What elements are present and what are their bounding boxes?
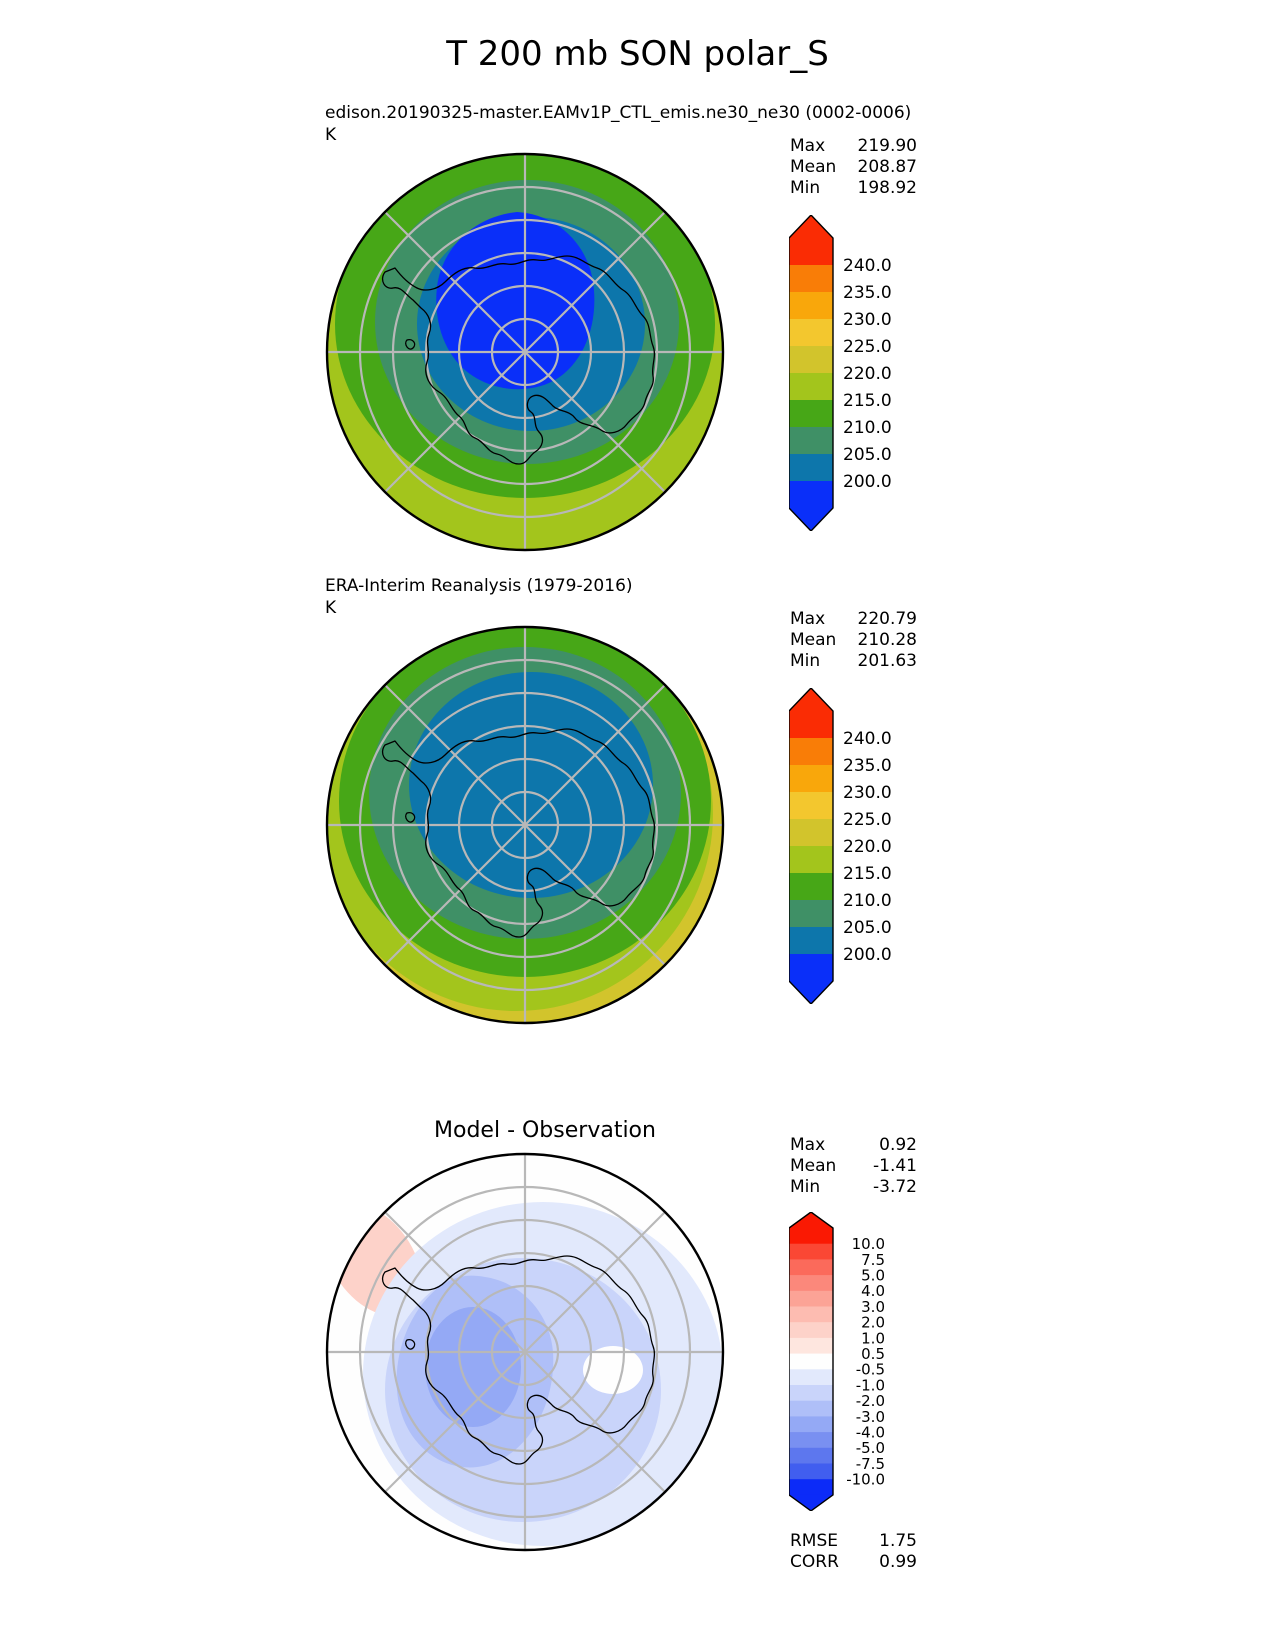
colorbar-top-arrow xyxy=(789,688,833,711)
stat-label: Min xyxy=(790,651,821,671)
colorbar-segment xyxy=(789,373,833,401)
colorbar-segment xyxy=(789,1228,833,1244)
stat-value: 219.90 xyxy=(857,136,917,156)
panel-model-units-label: K xyxy=(325,125,337,145)
stat-row xyxy=(790,178,917,199)
stat-label: Max xyxy=(790,609,826,629)
stat-value: 0.99 xyxy=(879,1552,917,1572)
stat-value: -3.72 xyxy=(873,1177,917,1197)
colorbar-tick-label: -2.0 xyxy=(855,1392,885,1411)
colorbar-tick-label: 235.0 xyxy=(843,756,892,777)
colorbar-segment xyxy=(789,1291,833,1307)
colorbar-segment xyxy=(789,238,833,266)
stat-row xyxy=(790,1531,917,1552)
colorbar-tick-label: -7.5 xyxy=(855,1454,885,1473)
colorbar-tick-label: 7.5 xyxy=(861,1250,885,1269)
stat-label: Mean xyxy=(790,630,837,650)
colorbar-tick-label: 235.0 xyxy=(843,283,892,304)
colorbar-segment xyxy=(789,765,833,793)
map-difference xyxy=(325,1152,725,1552)
colorbar-tick-label: 5.0 xyxy=(861,1266,885,1285)
colorbar-bottom-arrow xyxy=(789,981,833,1004)
colorbar-segment xyxy=(789,873,833,901)
colorbar-tick-label: 230.0 xyxy=(843,310,892,331)
colorbar-tick-label: 1.0 xyxy=(861,1329,885,1348)
colorbar-segment xyxy=(789,1464,833,1480)
colorbar-tick-label: -0.5 xyxy=(855,1360,885,1379)
colorbar-segment xyxy=(789,1259,833,1275)
colorbar-segment xyxy=(789,738,833,766)
panel-obs-units-label: K xyxy=(325,598,337,618)
colorbar-tick-label: 10.0 xyxy=(851,1235,885,1254)
colorbar-segment xyxy=(789,427,833,455)
stat-label: Min xyxy=(790,178,821,198)
colorbar-tick-label: 240.0 xyxy=(843,256,892,277)
colorbar-segment xyxy=(789,481,833,509)
colorbar-segment xyxy=(789,265,833,293)
colorbar-tick-label: 200.0 xyxy=(843,472,892,493)
stat-value: 208.87 xyxy=(857,157,917,177)
stat-row xyxy=(790,609,917,630)
stat-value: 210.28 xyxy=(857,630,917,650)
colorbar-segment xyxy=(789,1354,833,1370)
colorbar-segment xyxy=(789,819,833,847)
figure-title: T 200 mb SON polar_S xyxy=(446,34,829,74)
colorbar-tick-label: 205.0 xyxy=(843,918,892,939)
colorbar-segment xyxy=(789,1385,833,1401)
colorbar-segment xyxy=(789,346,833,374)
colorbar-segment xyxy=(789,954,833,982)
colorbar-segment xyxy=(789,1432,833,1448)
stat-label: Mean xyxy=(790,157,837,177)
colorbar-segment xyxy=(789,292,833,320)
stat-label: Mean xyxy=(790,1156,837,1176)
stat-label: Min xyxy=(790,1177,821,1197)
colorbar-bottom-arrow xyxy=(789,1495,833,1511)
stat-row xyxy=(790,1135,917,1156)
stat-value: 220.79 xyxy=(857,609,917,629)
panel-model-dataset-title: edison.20190325-master.EAMv1P_CTL_emis.ne30_ne30 (0002-0006) xyxy=(325,103,912,123)
stat-label: Max xyxy=(790,136,826,156)
colorbar-segment xyxy=(789,1401,833,1417)
stat-row xyxy=(790,136,917,157)
colorbar-tick-label: 210.0 xyxy=(843,418,892,439)
stat-value: 1.75 xyxy=(879,1531,917,1551)
colorbar-segment xyxy=(789,1369,833,1385)
stat-row xyxy=(790,1552,917,1573)
colorbar-tick-label: 225.0 xyxy=(843,810,892,831)
stat-row xyxy=(790,1156,917,1177)
stat-label: RMSE xyxy=(790,1531,839,1551)
stat-value: 201.63 xyxy=(857,651,917,671)
colorbar-tick-label: 225.0 xyxy=(843,337,892,358)
colorbar-tick-label: -4.0 xyxy=(855,1423,885,1442)
colorbar-tick-label: 2.0 xyxy=(861,1313,885,1332)
stat-row xyxy=(790,630,917,651)
map-model xyxy=(325,152,725,552)
colorbar-tick-label: 215.0 xyxy=(843,391,892,412)
stat-row xyxy=(790,157,917,178)
colorbar-model xyxy=(789,215,919,531)
colorbar-segment xyxy=(789,792,833,820)
colorbar-segment xyxy=(789,454,833,482)
colorbar-tick-label: 0.5 xyxy=(861,1345,885,1363)
colorbar-segment xyxy=(789,1322,833,1338)
colorbar-segment xyxy=(789,1416,833,1432)
stat-label: CORR xyxy=(790,1552,839,1572)
panel-obs-stats xyxy=(790,609,917,672)
colorbar-segment xyxy=(789,319,833,347)
stat-row xyxy=(790,651,917,672)
colorbar-tick-label: 230.0 xyxy=(843,783,892,804)
colorbar-segment xyxy=(789,927,833,955)
colorbar-segment xyxy=(789,400,833,428)
panel-diff-stats xyxy=(790,1135,917,1198)
panel-model-stats xyxy=(790,136,917,199)
colorbar-segment xyxy=(789,1448,833,1464)
colorbar-segment xyxy=(789,711,833,739)
colorbar-tick-label: 240.0 xyxy=(843,729,892,750)
colorbar-tick-label: 3.0 xyxy=(861,1297,885,1316)
colorbar-segment xyxy=(789,846,833,874)
colorbar-tick-label: 220.0 xyxy=(843,364,892,385)
colorbar-top-arrow xyxy=(789,1212,833,1228)
colorbar-tick-label: -10.0 xyxy=(846,1470,885,1489)
stat-value: -1.41 xyxy=(873,1156,917,1176)
stat-value: 0.92 xyxy=(879,1135,917,1155)
colorbar-tick-label: 4.0 xyxy=(861,1282,885,1301)
colorbar-segment xyxy=(789,900,833,928)
colorbar-segment xyxy=(789,1275,833,1291)
stat-value: 198.92 xyxy=(857,178,917,198)
stat-label: Max xyxy=(790,1135,826,1155)
colorbar-segment xyxy=(789,1338,833,1354)
colorbar-tick-label: -5.0 xyxy=(855,1439,885,1458)
panel-diff-title: Model - Observation xyxy=(434,1118,656,1143)
colorbar-observation xyxy=(789,688,919,1004)
colorbar-bottom-arrow xyxy=(789,508,833,531)
panel-diff-metrics xyxy=(790,1531,917,1573)
colorbar-tick-label: 215.0 xyxy=(843,864,892,885)
colorbar-difference xyxy=(789,1212,919,1511)
colorbar-tick-label: -3.0 xyxy=(855,1407,885,1426)
stat-row xyxy=(790,1177,917,1198)
panel-obs-dataset-title: ERA-Interim Reanalysis (1979-2016) xyxy=(325,576,633,596)
colorbar-tick-label: 220.0 xyxy=(843,837,892,858)
colorbar-segment xyxy=(789,1244,833,1260)
colorbar-tick-label: 210.0 xyxy=(843,891,892,912)
colorbar-tick-label: 200.0 xyxy=(843,945,892,966)
colorbar-segment xyxy=(789,1307,833,1323)
map-observation xyxy=(325,625,725,1025)
colorbar-segment xyxy=(789,1479,833,1495)
colorbar-top-arrow xyxy=(789,215,833,238)
colorbar-tick-label: -1.0 xyxy=(855,1376,885,1395)
colorbar-tick-label: 205.0 xyxy=(843,445,892,466)
